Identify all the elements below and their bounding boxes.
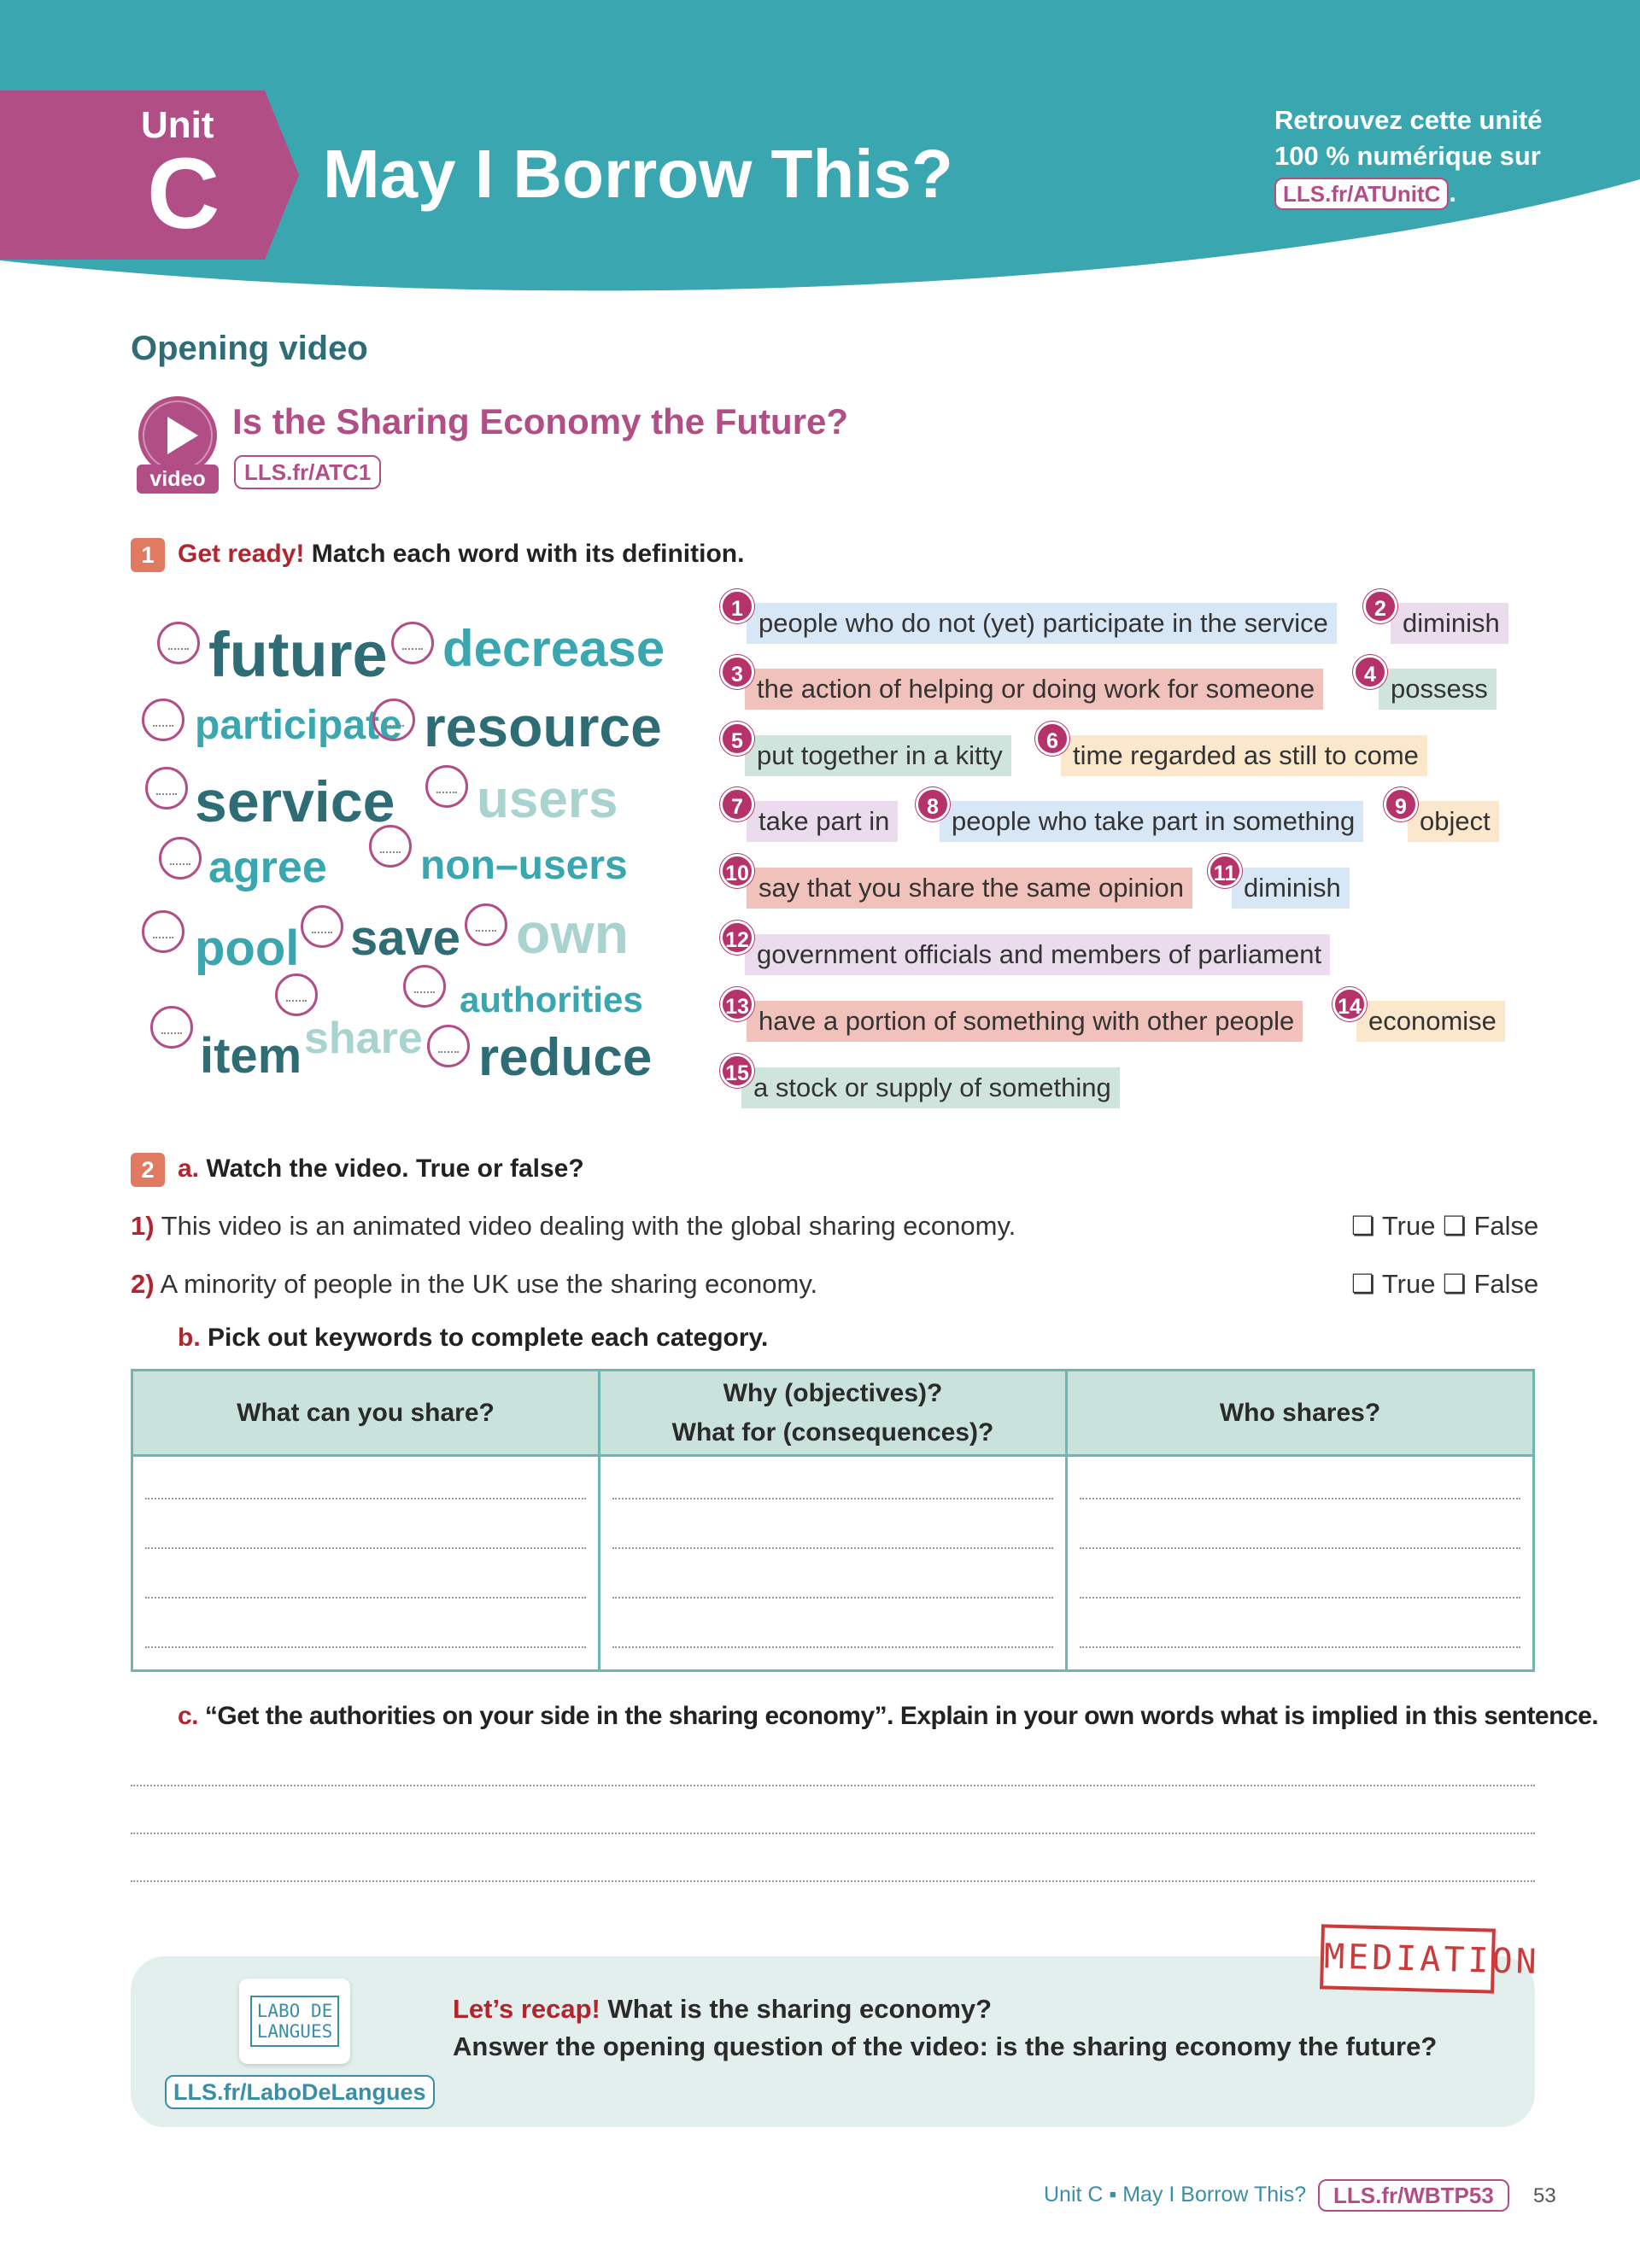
answer-line[interactable] (131, 1880, 1535, 1882)
answer-circle[interactable] (150, 1006, 193, 1049)
word-item: non–users (420, 843, 628, 888)
section-heading: Opening video (131, 330, 368, 367)
answer-line[interactable] (612, 1597, 1053, 1599)
answer-circle[interactable] (403, 965, 446, 1008)
table-divider (133, 1454, 1532, 1457)
table-divider (1065, 1371, 1068, 1669)
answer-line[interactable] (131, 1785, 1535, 1786)
video-link[interactable]: LLS.fr/ATC1 (234, 455, 381, 489)
table-header: Why (objectives)? What for (consequences)? (600, 1371, 1065, 1454)
definition-item: time regarded as still to come (1061, 735, 1427, 776)
definition-number: 7 (720, 787, 754, 821)
exercise-instruction: a. Watch the video. True or false? (178, 1154, 584, 1183)
answer-line[interactable] (131, 1833, 1535, 1834)
answer-line[interactable] (1080, 1498, 1520, 1499)
answer-circle[interactable] (427, 1025, 470, 1067)
answer-circle[interactable] (142, 699, 184, 741)
word-item: reduce (478, 1028, 653, 1087)
answer-line[interactable] (145, 1498, 586, 1499)
word-item: item (200, 1028, 302, 1084)
video-title: Is the Sharing Economy the Future? (232, 401, 849, 441)
answer-circle[interactable] (369, 825, 412, 868)
labo-de-langues-link[interactable]: LLS.fr/LaboDeLangues (165, 2075, 435, 2109)
unit-label: Unit (141, 104, 214, 146)
answer-line[interactable] (1080, 1597, 1520, 1599)
definition-item: people who do not (yet) participate in the service (747, 603, 1337, 644)
digital-version-notice: Retrouvez cette unité 100 % numérique sur LLS.fr/ATUnitC . (1274, 102, 1548, 211)
definition-number: 2 (1363, 589, 1397, 623)
word-item: agree (208, 843, 327, 892)
page-title: May I Borrow This? (323, 136, 953, 212)
exercise-instruction: b. Pick out keywords to complete each category. (178, 1324, 769, 1352)
video-badge: video (137, 465, 219, 494)
word-item: authorities (460, 979, 643, 1020)
definition-item: take part in (747, 801, 898, 842)
definition-number: 11 (1208, 854, 1242, 888)
definition-number: 6 (1035, 722, 1069, 756)
definition-item: put together in a kitty (745, 735, 1011, 776)
definition-item: possess (1379, 669, 1496, 710)
definition-number: 10 (720, 854, 754, 888)
exercise-number: 1 (131, 538, 165, 572)
definition-number: 14 (1332, 987, 1367, 1021)
definition-number: 3 (720, 655, 754, 689)
true-false-options[interactable]: ❏ True ❏ False (1351, 1269, 1539, 1299)
answer-circle[interactable] (275, 973, 318, 1016)
definition-number: 8 (916, 787, 950, 821)
answer-circle[interactable] (145, 767, 188, 810)
word-item: decrease (442, 620, 665, 677)
definition-number: 4 (1353, 655, 1387, 689)
word-item: share (304, 1014, 423, 1063)
definition-number: 12 (720, 921, 754, 955)
table-header: Who shares? (1068, 1371, 1532, 1454)
word-item: future (208, 619, 388, 690)
answer-line[interactable] (1080, 1646, 1520, 1648)
answer-circle[interactable] (301, 905, 343, 948)
mediation-tag: MEDIATION (1320, 1924, 1496, 1993)
answer-line[interactable] (612, 1646, 1053, 1648)
word-item: resource (424, 695, 662, 758)
statement-row: 1) This video is an animated video dealing with the global sharing economy. (131, 1211, 1016, 1241)
definition-item: diminish (1232, 868, 1350, 909)
statement-row: 2) A minority of people in the UK use the sharing economy. (131, 1269, 818, 1299)
page-number: 53 (1533, 2184, 1556, 2207)
definition-item: have a portion of something with other people (747, 1001, 1303, 1042)
word-item: save (350, 910, 461, 966)
true-false-options[interactable]: ❏ True ❏ False (1351, 1211, 1539, 1241)
word-item: participate (195, 703, 402, 748)
answer-circle[interactable] (425, 765, 468, 808)
definition-item: diminish (1391, 603, 1508, 644)
footer-link[interactable]: LLS.fr/WBTP53 (1318, 2179, 1509, 2212)
definition-number: 15 (720, 1054, 754, 1088)
exercise-instruction: Get ready! Match each word with its definition. (178, 540, 745, 568)
definition-item: a stock or supply of something (741, 1067, 1120, 1108)
answer-circle[interactable] (372, 699, 415, 741)
unit-letter: C (147, 137, 220, 250)
answer-circle[interactable] (391, 622, 434, 664)
answer-line[interactable] (1080, 1547, 1520, 1549)
digital-unit-link[interactable]: LLS.fr/ATUnitC (1274, 178, 1449, 210)
answer-circle[interactable] (157, 622, 200, 664)
table-divider (598, 1371, 600, 1669)
definition-item: say that you share the same opinion (747, 868, 1192, 909)
definition-number: 13 (720, 987, 754, 1021)
exercise-number: 2 (131, 1153, 165, 1187)
answer-line[interactable] (612, 1498, 1053, 1499)
keywords-table (131, 1369, 1535, 1672)
answer-line[interactable] (145, 1597, 586, 1599)
definition-number: 1 (720, 589, 754, 623)
definition-item: people who take part in something (940, 801, 1363, 842)
mediation-instructions: Let’s recap! What is the sharing economy? Answer the opening question of the video: is the sharing economy the future? (453, 1994, 1438, 2061)
exercise-instruction: c. “Get the authorities on your side in the sharing economy”. Explain in your own words what is implied in this sentence. (178, 1702, 1599, 1730)
answer-circle[interactable] (465, 903, 507, 946)
definition-number: 9 (1384, 787, 1418, 821)
definition-item: the action of helping or doing work for someone (745, 669, 1323, 710)
footer-unit-title: Unit C ▪ May I Borrow This? (1044, 2183, 1307, 2207)
answer-line[interactable] (612, 1547, 1053, 1549)
definition-item: government officials and members of parliament (745, 934, 1330, 975)
answer-circle[interactable] (142, 910, 184, 953)
answer-circle[interactable] (159, 837, 202, 880)
definition-item: economise (1356, 1001, 1505, 1042)
definition-number: 5 (720, 722, 754, 756)
word-item: service (195, 769, 395, 834)
table-header: What can you share? (133, 1371, 598, 1454)
word-item: users (477, 770, 618, 829)
word-item: pool (195, 921, 300, 976)
definition-item: object (1408, 801, 1499, 842)
answer-line[interactable] (145, 1646, 586, 1648)
word-item: own (516, 902, 629, 965)
answer-line[interactable] (145, 1547, 586, 1549)
labo-de-langues-logo[interactable]: LABO DE LANGUES (239, 1979, 350, 2064)
